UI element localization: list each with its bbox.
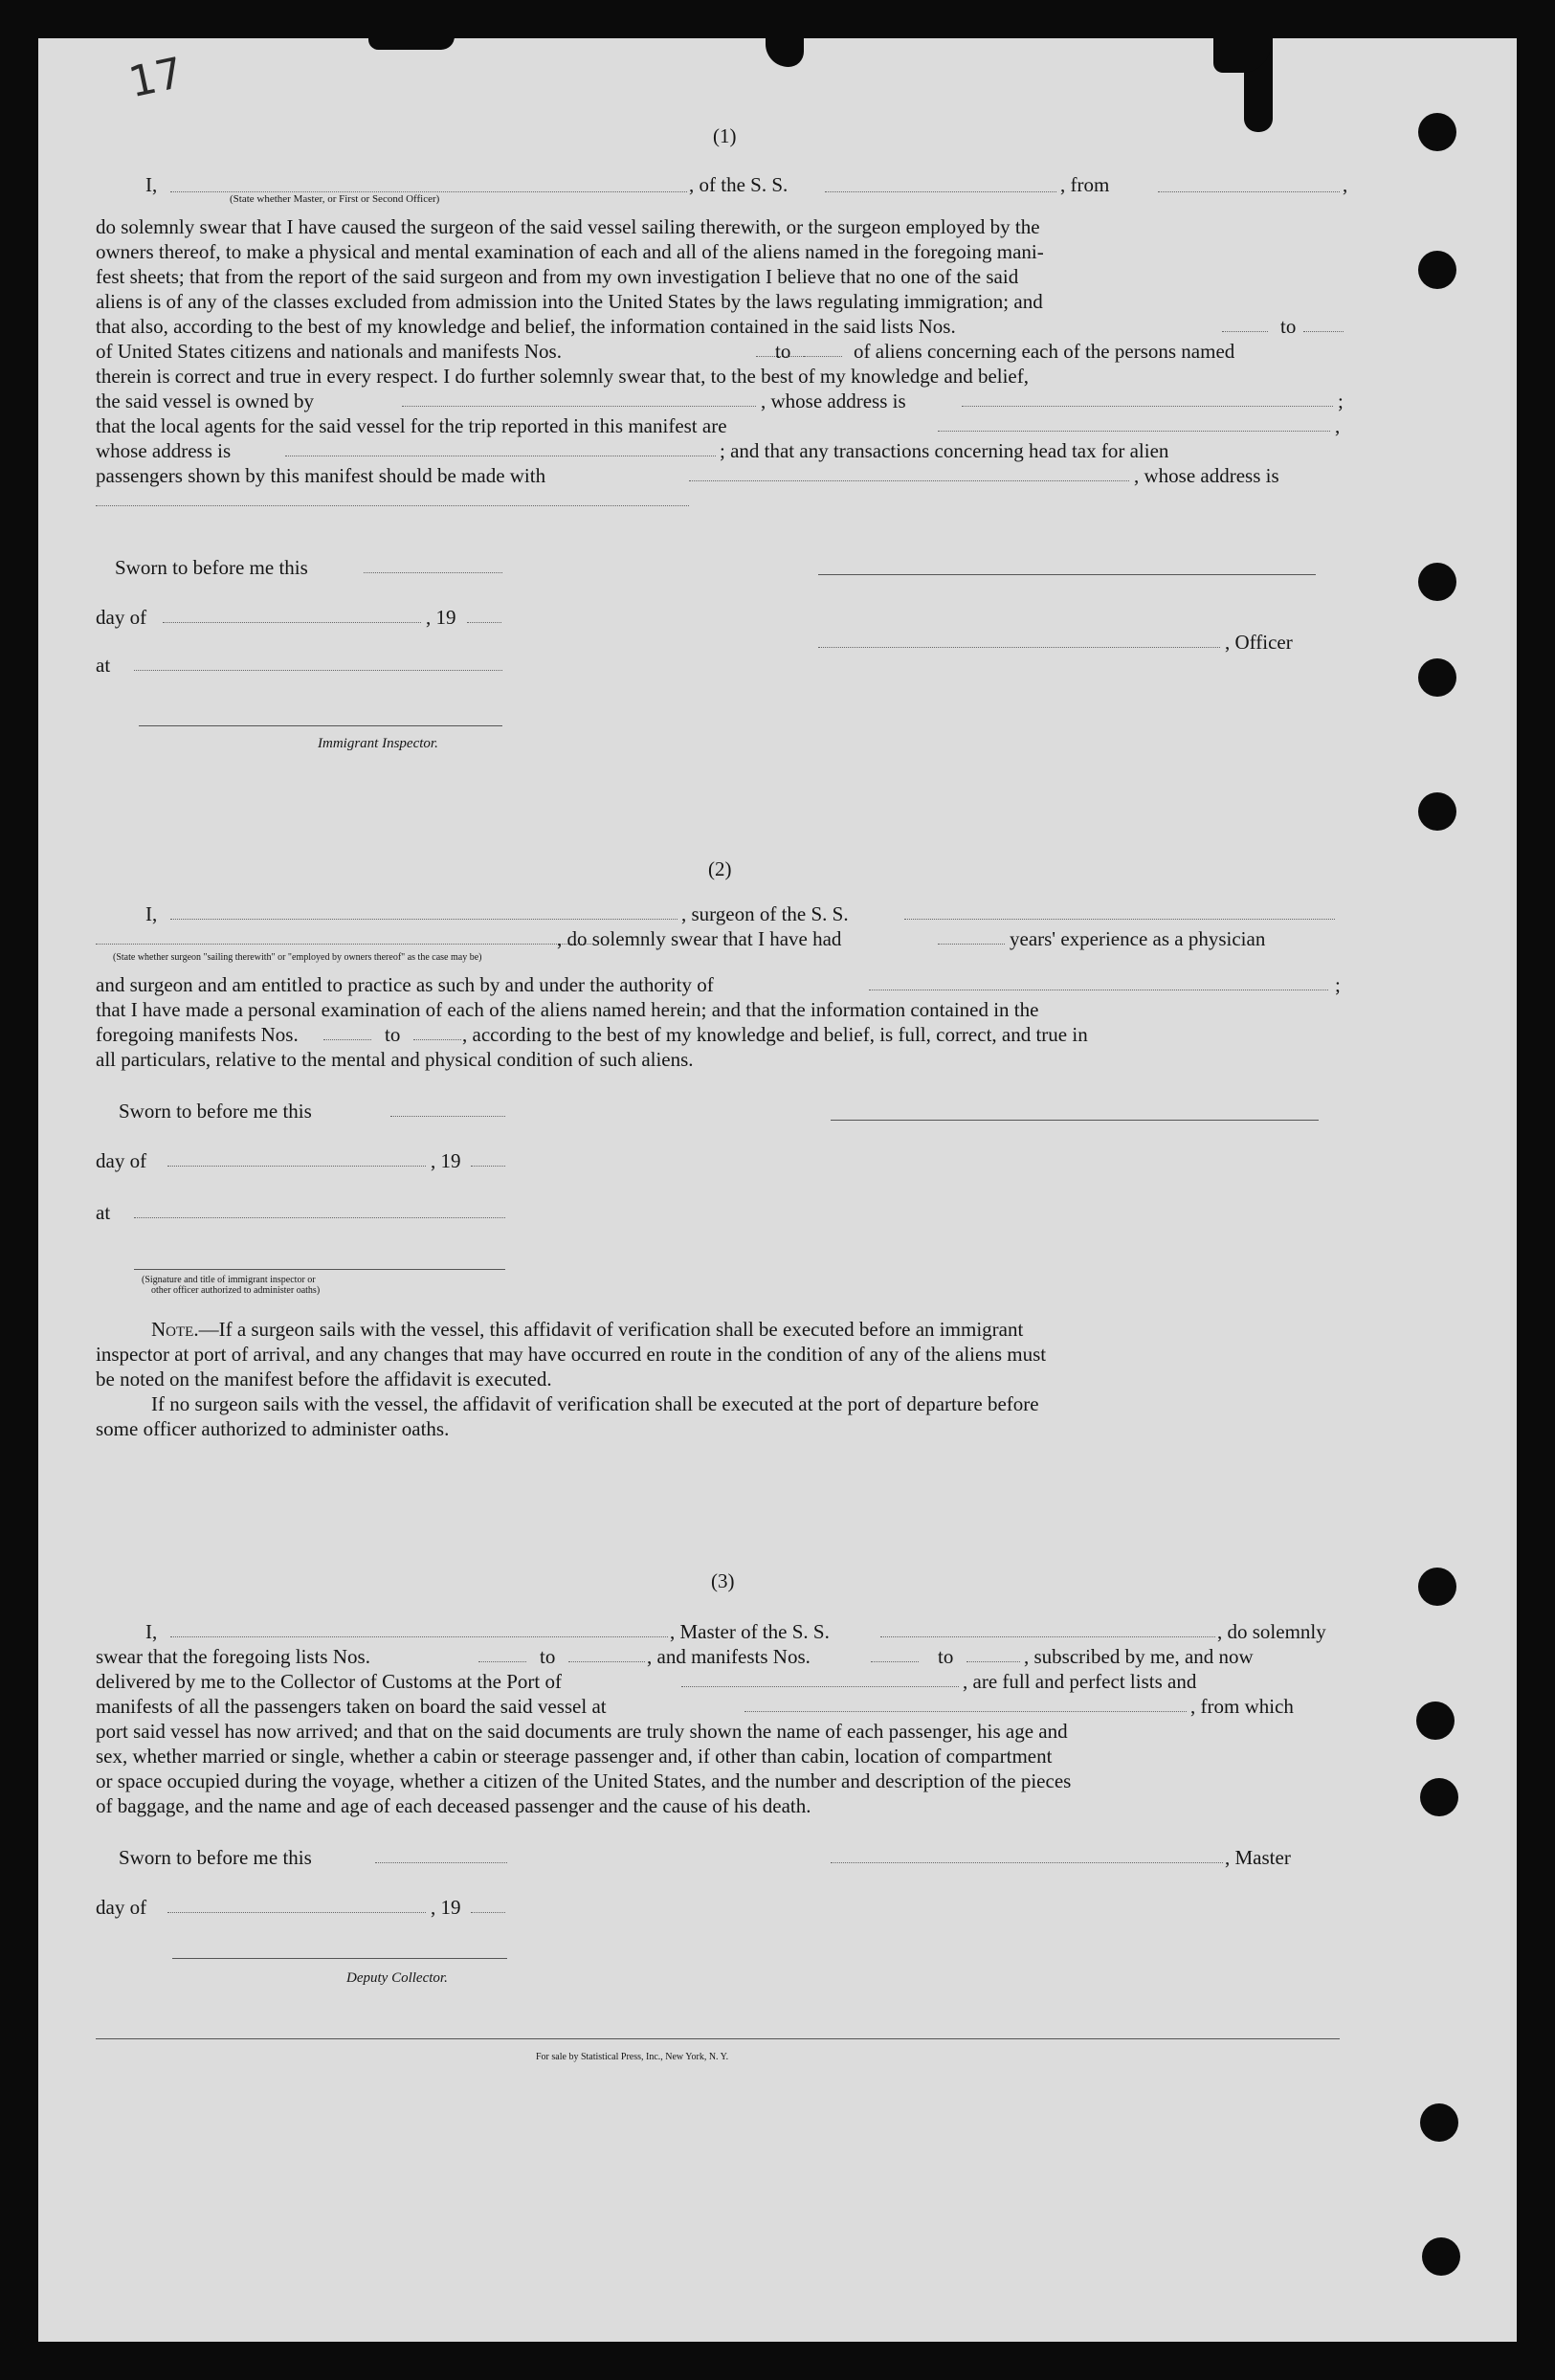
corner-mark: 17 <box>124 48 188 108</box>
section-3-number: (3) <box>711 1569 735 1592</box>
s2-surgeon-signature-line[interactable] <box>831 1120 1319 1121</box>
note-text-1: —If a surgeon sails with the vessel, this affidavit of verification shall be executed before an immigrant <box>198 1318 1024 1341</box>
s2-manifests-to: to <box>385 1023 401 1046</box>
s2-swear: , do solemnly swear that I have had <box>557 927 842 950</box>
s3-master-signature-line[interactable] <box>831 1862 1223 1863</box>
s3-line4-b: , from which <box>1190 1695 1294 1718</box>
s3-collector-signature-line[interactable] <box>172 1958 507 1959</box>
s1-line9-end: , <box>1335 414 1341 437</box>
s3-day-of: day of <box>96 1896 147 1919</box>
s1-line5-to: to <box>1280 315 1297 338</box>
note-line-1 <box>151 1317 1023 1342</box>
s3-line2-a: swear that the foregoing lists Nos. <box>96 1645 370 1668</box>
punch-hole <box>1418 658 1456 697</box>
s2-sworn-day-field[interactable] <box>390 1116 505 1117</box>
s2-manifests-from-field[interactable] <box>323 1039 371 1040</box>
s3-line-5: port said vessel has now arrived; and that on the said documents are truly shown the name of each passenger, his age and <box>96 1720 1068 1743</box>
s1-officer: , Officer <box>1225 631 1293 654</box>
s1-at: at <box>96 654 111 677</box>
s1-day-of: day of <box>96 606 147 629</box>
s1-officer-name-line[interactable] <box>818 647 1220 648</box>
s2-authority-end: ; <box>1335 973 1341 996</box>
officer-caption: (State whether Master, or First or Second Officer) <box>230 193 440 205</box>
s3-line4-a: manifests of all the passengers taken on board the said vessel at <box>96 1695 607 1718</box>
punch-hole <box>1418 113 1456 151</box>
head-tax-party-field[interactable] <box>689 480 1129 481</box>
s1-line-3: fest sheets; that from the report of the said surgeon and from my own investigation I believe that no one of the said <box>96 265 1019 288</box>
s1-i: I, <box>145 173 158 196</box>
s1-line-6: of United States citizens and nationals and manifests Nos. <box>96 340 562 363</box>
from-port-field[interactable] <box>1158 191 1340 192</box>
scan-blot <box>766 36 804 67</box>
s1-sworn-day-field[interactable] <box>364 572 502 573</box>
s1-line-7: therein is correct and true in every respect. I do further solemnly swear that, to the best of my knowledge and belief, <box>96 365 1029 388</box>
s1-inspector-signature-line[interactable] <box>139 725 502 726</box>
lists-from-field[interactable] <box>1222 331 1268 332</box>
printer-imprint: For sale by Statistical Press, Inc., New York, N. Y. <box>536 2052 729 2062</box>
s2-manifests-tail: , according to the best of my knowledge and belief, is full, correct, and true in <box>462 1023 1088 1046</box>
s1-line-1: do solemnly swear that I have caused the surgeon of the said vessel sailing therewith, or the surgeon employed by the <box>96 215 1040 238</box>
s2-sworn: Sworn to before me this <box>119 1100 312 1123</box>
punch-hole <box>1418 1568 1456 1606</box>
punch-hole <box>1416 1702 1455 1740</box>
punch-hole <box>1418 563 1456 601</box>
s1-line-10: whose address is <box>96 439 232 462</box>
s3-port-field[interactable] <box>681 1686 959 1687</box>
s3-line-7: or space occupied during the voyage, whether a citizen of the United States, and the number and description of the pieces <box>96 1769 1072 1792</box>
s1-end: , <box>1343 173 1348 196</box>
s3-manifests-to-field[interactable] <box>966 1661 1020 1662</box>
s2-i: I, <box>145 902 158 925</box>
punch-hole <box>1420 2103 1458 2142</box>
s3-do-solemnly: , do solemnly <box>1217 1620 1326 1643</box>
s2-year-field[interactable] <box>471 1166 505 1167</box>
s3-month-field[interactable] <box>167 1912 426 1913</box>
vessel-name-field[interactable] <box>825 191 1056 192</box>
head-tax-address-field[interactable] <box>96 505 689 506</box>
s1-line8-address: , whose address is <box>761 389 906 412</box>
s1-line6-tail: of aliens concerning each of the persons named <box>854 340 1235 363</box>
s3-sworn: Sworn to before me this <box>119 1846 312 1869</box>
note-line-5: some officer authorized to administer oaths. <box>96 1417 450 1440</box>
note-line-3: be noted on the manifest before the affidavit is executed. <box>96 1368 552 1390</box>
punch-hole <box>1420 1778 1458 1816</box>
scan-blot <box>368 36 455 50</box>
s3-sworn-day-field[interactable] <box>375 1862 507 1863</box>
s3-master-of: , Master of the S. S. <box>670 1620 830 1643</box>
years-experience-field[interactable] <box>938 944 1005 945</box>
s1-line10-tail: ; and that any transactions concerning head tax for alien <box>720 439 1169 462</box>
s3-lists-to-field[interactable] <box>568 1661 645 1662</box>
s3-line2-b: , and manifests Nos. <box>647 1645 811 1668</box>
manifests-to-field[interactable] <box>804 356 842 357</box>
s3-line-6: sex, whether married or single, whether a cabin or steerage passenger and, if other than cabin, location of compartment <box>96 1745 1053 1768</box>
s3-line3-b: , are full and perfect lists and <box>963 1670 1197 1693</box>
s2-year: , 19 <box>431 1149 461 1172</box>
agents-field[interactable] <box>938 431 1330 432</box>
s2-sig-caption-2: other officer authorized to administer oaths) <box>151 1285 321 1296</box>
s3-line3-a: delivered by me to the Collector of Customs at the Port of <box>96 1670 562 1693</box>
s1-sworn: Sworn to before me this <box>115 556 308 579</box>
s3-year-field[interactable] <box>471 1912 505 1913</box>
s3-line-8: of baggage, and the name and age of each deceased passenger and the cause of his death. <box>96 1794 811 1817</box>
note-label: Note. <box>151 1318 199 1341</box>
s3-master-name-field[interactable] <box>170 1636 668 1637</box>
footer-rule <box>96 2038 1340 2039</box>
lists-to-field[interactable] <box>1303 331 1344 332</box>
punch-hole <box>1422 2237 1460 2276</box>
s3-manifests-from-field[interactable] <box>871 1661 919 1662</box>
s3-departure-port-field[interactable] <box>744 1711 1187 1712</box>
section-1-number: (1) <box>713 124 737 147</box>
s2-surgeon-type-field[interactable] <box>96 944 593 945</box>
s1-line-11: passengers shown by this manifest should be made with <box>96 464 546 487</box>
s3-master: , Master <box>1225 1846 1291 1869</box>
s1-place-field[interactable] <box>134 670 502 671</box>
s2-sig-caption-1: (Signature and title of immigrant inspector or <box>142 1275 316 1285</box>
s1-line-2: owners thereof, to make a physical and mental examination of each and all of the aliens named in the foregoing mani- <box>96 240 1044 263</box>
s1-line11-tail: , whose address is <box>1134 464 1279 487</box>
s2-inspector-signature-line[interactable] <box>134 1269 505 1270</box>
s1-from: , from <box>1060 173 1110 196</box>
note-line-2: inspector at port of arrival, and any changes that may have occurred en route in the condition of any of the aliens must <box>96 1343 1047 1366</box>
s1-year-field[interactable] <box>467 622 501 623</box>
s3-line2-to2: to <box>938 1645 954 1668</box>
s1-line-9: that the local agents for the said vessel for the trip reported in this manifest are <box>96 414 727 437</box>
s3-i: I, <box>145 1620 158 1643</box>
s3-year: , 19 <box>431 1896 461 1919</box>
s2-caption: (State whether surgeon "sailing therewith" or "employed by owners thereof" as the case may be) <box>113 952 482 963</box>
s1-of-ss: , of the S. S. <box>689 173 789 196</box>
section-2-number: (2) <box>708 857 732 880</box>
form-page <box>38 38 1517 2342</box>
s3-vessel-field[interactable] <box>880 1636 1215 1637</box>
s1-line-5: that also, according to the best of my knowledge and belief, the information contained in the said lists Nos. <box>96 315 956 338</box>
owner-address-field[interactable] <box>962 406 1333 407</box>
s1-officer-signature-line[interactable] <box>818 574 1316 575</box>
s1-month-field[interactable] <box>163 622 421 623</box>
s2-years: years' experience as a physician <box>1010 927 1266 950</box>
s3-line2-c: , subscribed by me, and now <box>1024 1645 1254 1668</box>
s1-line-4: aliens is of any of the classes excluded from admission into the United States by the laws regulating immigration; and <box>96 290 1043 313</box>
punch-hole <box>1418 792 1456 831</box>
owner-field[interactable] <box>402 406 756 407</box>
s2-day-of: day of <box>96 1149 147 1172</box>
s3-line2-to1: to <box>540 1645 556 1668</box>
s1-line6-to: to <box>775 340 791 363</box>
s2-authority: and surgeon and am entitled to practice as such by and under the authority of <box>96 973 714 996</box>
s1-line8-end: ; <box>1338 389 1344 412</box>
s3-collector-caption: Deputy Collector. <box>346 1970 448 1986</box>
s1-line-8: the said vessel is owned by <box>96 389 315 412</box>
punch-hole <box>1418 251 1456 289</box>
master-name-field[interactable] <box>170 191 687 192</box>
s2-surgeon-of: , surgeon of the S. S. <box>681 902 849 925</box>
s1-year: , 19 <box>426 606 456 629</box>
s2-month-field[interactable] <box>167 1166 426 1167</box>
s3-lists-from-field[interactable] <box>478 1661 526 1662</box>
s2-manifests: foregoing manifests Nos. <box>96 1023 299 1046</box>
s2-place-field[interactable] <box>134 1217 505 1218</box>
note-line-4: If no surgeon sails with the vessel, the affidavit of verification shall be executed at the port of departure before <box>151 1392 1039 1415</box>
s2-exam: that I have made a personal examination of each of the aliens named herein; and that the information contained in the <box>96 998 1039 1021</box>
s2-at: at <box>96 1201 111 1224</box>
s2-particulars: all particulars, relative to the mental and physical condition of such aliens. <box>96 1048 694 1071</box>
s2-vessel-field[interactable] <box>904 919 1335 920</box>
s2-manifests-to-field[interactable] <box>413 1039 461 1040</box>
s1-inspector-caption: Immigrant Inspector. <box>318 736 438 751</box>
surgeon-name-field[interactable] <box>170 919 678 920</box>
